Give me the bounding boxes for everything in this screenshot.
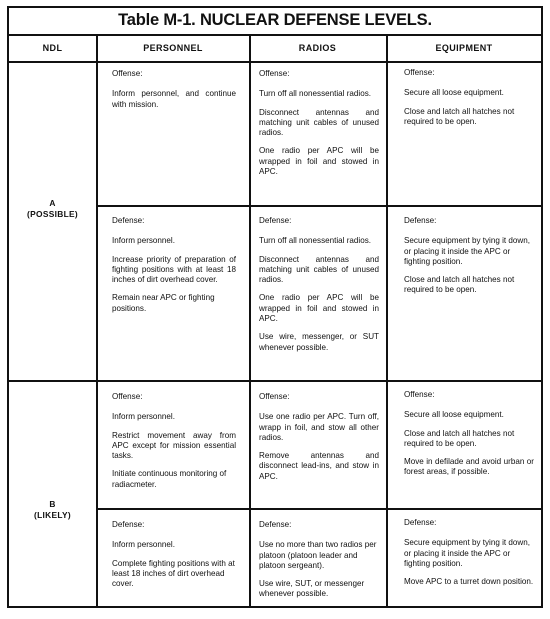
cell-b-defense-personnel (112, 520, 236, 597)
cell-heading: Offense: (404, 390, 435, 399)
cell-heading: Offense: (259, 69, 290, 78)
cell-item: One radio per APC will be wrapped in foil and stowed in APC. (259, 293, 379, 324)
cell-item: Inform personnel. (112, 412, 175, 422)
cell-heading: Defense: (112, 216, 145, 225)
cell-a-offense-equipment (404, 68, 534, 135)
cell-b-defense-equipment (404, 518, 534, 595)
cell-item: Inform personnel. (112, 236, 175, 246)
level-divider (9, 380, 541, 382)
cell-item: Move APC to a turret down position. (404, 577, 534, 587)
cell-item: Restrict movement away from APC except for mission essential tasks. (112, 430, 236, 461)
cell-item: Inform personnel. (112, 540, 175, 550)
cell-item: Secure equipment by tying it down, or placing it inside the APC or fighting position. (404, 538, 530, 568)
cell-item: One radio per APC will be wrapped in foil and stowed in APC. (259, 146, 379, 177)
cell-item: Secure all loose equipment. (404, 410, 504, 420)
ndl-level: A (49, 198, 56, 208)
cell-item: Secure all loose equipment. (404, 88, 504, 98)
cell-item: Inform personnel, and continue with mission. (112, 89, 236, 109)
ndl-b-label (9, 499, 96, 521)
table-title: Table M-1. NUCLEAR DEFENSE LEVELS. (9, 8, 541, 36)
cell-b-offense-equipment (404, 390, 534, 486)
cell-a-offense-personnel (112, 69, 236, 118)
header-equipment: EQUIPMENT (435, 43, 493, 53)
header-personnel: PERSONNEL (143, 43, 203, 53)
cell-item: Use wire, SUT, or messenger whenever possible. (259, 579, 365, 599)
nuclear-defense-levels-table (7, 6, 543, 608)
cell-item: Turn off all nonessential radios. (259, 236, 372, 246)
header-divider (9, 61, 541, 63)
cell-item: Secure equipment by tying it down, or placing it inside the APC or fighting position. (404, 236, 530, 266)
cell-heading: Defense: (404, 216, 437, 225)
cell-item: Disconnect antennas and matching unit cables of unused radios. (259, 254, 379, 285)
cell-a-defense-equipment (404, 216, 534, 304)
cell-a-defense-personnel (112, 216, 236, 322)
cell-item: Use no more than two radios per platoon (platoon leader and platoon sergeant). (259, 540, 377, 570)
cell-item: Use wire, messenger, or SUT whenever possible. (259, 332, 379, 352)
row-b-split (97, 508, 541, 510)
cell-a-offense-radios (259, 69, 379, 185)
column-divider (96, 34, 98, 606)
cell-item: Complete fighting positions with at least 18 inches of dirt overhead cover. (112, 558, 235, 589)
cell-heading: Offense: (259, 392, 290, 401)
cell-b-defense-radios (259, 520, 379, 608)
cell-heading: Offense: (112, 392, 143, 401)
header-radios: RADIOS (298, 43, 337, 53)
cell-heading: Defense: (259, 216, 292, 225)
cell-b-offense-personnel (112, 392, 236, 498)
cell-item: Close and latch all hatches not required to be open. (404, 428, 515, 448)
cell-heading: Defense: (259, 520, 292, 529)
ndl-level-name: (LIKELY) (34, 510, 71, 520)
cell-heading: Defense: (404, 518, 437, 527)
cell-heading: Offense: (404, 68, 435, 77)
cell-heading: Offense: (112, 69, 143, 78)
cell-a-defense-radios (259, 216, 379, 361)
cell-item: Disconnect antennas and matching unit cables of unused radios. (259, 107, 379, 138)
column-divider (249, 34, 251, 606)
ndl-level-name: (POSSIBLE) (27, 209, 78, 219)
cell-item: Initiate continuous monitoring of radiacmeter. (112, 469, 227, 489)
ndl-level: B (49, 499, 56, 509)
cell-b-offense-radios (259, 392, 379, 490)
cell-heading: Defense: (112, 520, 145, 529)
cell-item: Use one radio per APC. Turn off, wrapp in foil, and stow all other radios. (259, 412, 379, 442)
cell-item: Remain near APC or fighting positions. (112, 293, 215, 313)
cell-item: Close and latch all hatches not required to be open. (404, 275, 515, 295)
cell-item: Move in defilade and avoid urban or forest areas, if possible. (404, 457, 534, 477)
cell-item: Close and latch all hatches not required to be open. (404, 106, 515, 126)
cell-item: Turn off all nonessential radios. (259, 89, 372, 99)
cell-item: Remove antennas and disconnect lead-ins, and stow in APC. (259, 451, 379, 481)
cell-item: Increase priority of preparation of fighting positions with at least 18 inches of dirt overhead cover. (112, 254, 236, 285)
ndl-a-label (9, 198, 96, 220)
header-ndl: NDL (42, 43, 63, 53)
column-divider (386, 34, 388, 606)
row-a-split (97, 205, 541, 207)
